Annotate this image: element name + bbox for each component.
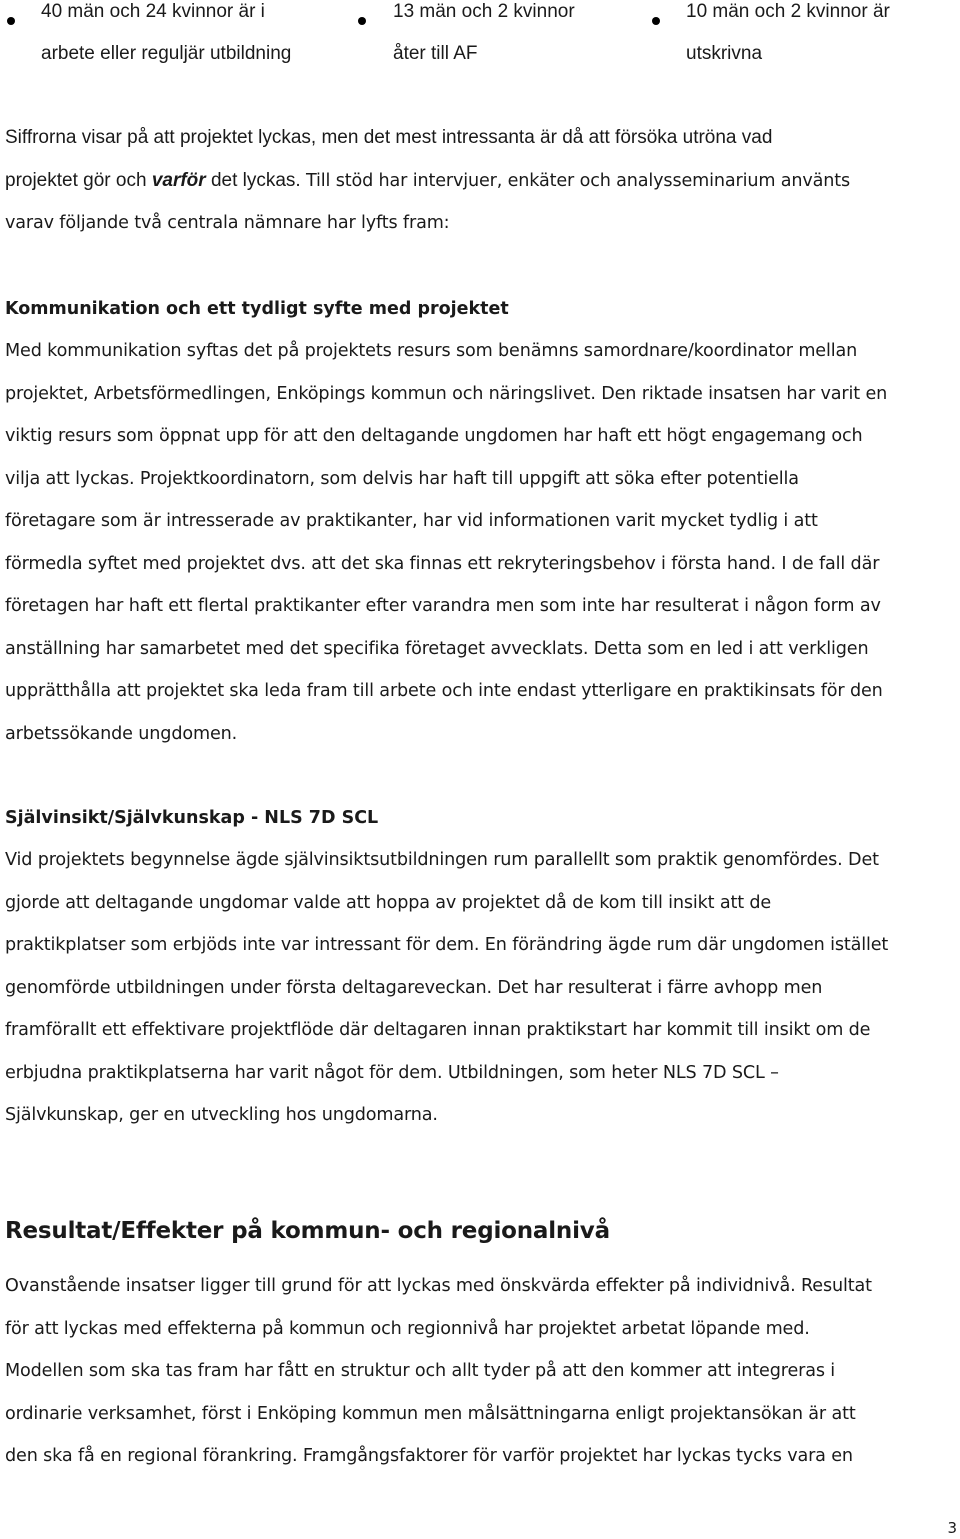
- bullet-dot-icon: [652, 17, 660, 25]
- text-line: arbetssökande ungdomen.: [5, 723, 238, 744]
- text-line: vilja att lyckas. Projektkoordinatorn, som delvis har haft till uppgift att söka efter potentiella: [5, 468, 799, 489]
- bullet-dot-icon: [358, 17, 366, 25]
- text-line: upprätthålla att projektet ska leda fram till arbete och inte endast ytterligare en praktikinsats för den: [5, 681, 883, 701]
- text-line: Självkunskap, ger en utveckling hos ungdomarna.: [5, 1105, 438, 1125]
- bullet-line: 10 män och 2 kvinnor är: [686, 1, 890, 22]
- text-line: viktig resurs som öppnat upp för att den deltagande ungdomen har haft ett högt engagemang och: [5, 426, 863, 446]
- bullet-line: 13 män och 2 kvinnor: [393, 1, 575, 22]
- text-line: framförallt ett effektivare projektflöde där deltagaren innan praktikstart har kommit till insikt om de: [5, 1020, 871, 1040]
- section-paragraph: [5, 839, 960, 1137]
- text-line: praktikplatser som erbjöds inte var intressant för dem. En förändring ägde rum där ungdomen istället: [5, 935, 889, 955]
- text-line: genomförde utbildningen under första deltagareveckan. Det har resulterat i färre avhopp men: [5, 977, 823, 998]
- section-heading: Resultat/Effekter på kommun- och regionalnivå: [5, 1218, 610, 1244]
- text-line: Med kommunikation syftas det på projektets resurs som benämns samordnare/koordinator mellan: [5, 341, 858, 361]
- bullet-line: åter till AF: [393, 43, 478, 64]
- text-line: Siffrorna visar på att projektet lyckas, men det mest intressanta är då att försöka utröna vad: [5, 127, 773, 148]
- text-segment: Till stöd har intervjuer, enkäter och analysseminarium använts: [306, 170, 851, 191]
- text-line: företagen har haft ett flertal praktikanter efter varandra men som inte har resulterat i någon form av: [5, 596, 881, 616]
- text-line: varav följande två centrala nämnare har lyfts fram:: [5, 213, 450, 233]
- text-segment: det lyckas.: [205, 169, 306, 191]
- text-line: projektet, Arbetsförmedlingen, Enköpings kommun och näringslivet. Den riktade insatsen har varit en: [5, 383, 888, 404]
- text-line: anställning har samarbetet med det specifika företaget avvecklats. Detta som en led i att verkligen: [5, 638, 869, 659]
- bullet-text: [686, 0, 890, 75]
- text-line: gjorde att deltagande ungdomar valde att hoppa av projektet då de kom till insikt att de: [5, 892, 772, 913]
- text-line: ordinarie verksamhet, först i Enköping kommun men målsättningarna enligt projektansökan är att: [5, 1403, 856, 1424]
- text-line: förmedla syftet med projektet dvs. att det ska finnas ett rekryteringsbehov i första hand. I de fall där: [5, 553, 880, 574]
- text-segment: projektet gör och: [5, 169, 152, 191]
- bullet-dot-icon: [7, 17, 15, 25]
- page-number: 3: [947, 1519, 957, 1537]
- emphasis-text: varför: [151, 169, 206, 191]
- text-line: erbjudna praktikplatserna har varit något för dem. Utbildningen, som heter NLS 7D SCL –: [5, 1062, 779, 1083]
- intro-paragraph: [5, 117, 960, 245]
- bullet-line: arbete eller reguljär utbildning: [41, 43, 292, 64]
- section-heading: Kommunikation och ett tydligt syfte med projektet: [5, 299, 509, 319]
- text-line: Vid projektets begynnelse ägde självinsiktsutbildningen rum parallellt som praktik genomfördes. Det: [5, 850, 879, 870]
- text-line: företagare som är intresserade av praktikanter, har vid informationen varit mycket tydlig i att: [5, 511, 818, 531]
- bullet-text: [393, 0, 575, 75]
- bullet-line: 40 män och 24 kvinnor är i: [41, 1, 265, 22]
- result-bullet-list: [0, 0, 960, 80]
- text-line: Ovanstående insatser ligger till grund för att lyckas med önskvärda effekter på individnivå. Resultat: [5, 1276, 872, 1296]
- section-heading: Självinsikt/Självkunskap - NLS 7D SCL: [5, 808, 379, 828]
- text-line: [5, 160, 960, 203]
- section-paragraph: [5, 1265, 960, 1478]
- section-paragraph: [5, 330, 960, 755]
- bullet-text: [41, 0, 291, 75]
- text-line: för att lyckas med effekterna på kommun och regionnivå har projektet arbetat löpande med.: [5, 1318, 810, 1339]
- text-line: Modellen som ska tas fram har fått en struktur och allt tyder på att den kommer att integreras i: [5, 1361, 836, 1381]
- text-line: den ska få en regional förankring. Framgångsfaktorer för varför projektet har lyckas tycks vara en: [5, 1446, 853, 1466]
- bullet-line: utskrivna: [686, 43, 763, 64]
